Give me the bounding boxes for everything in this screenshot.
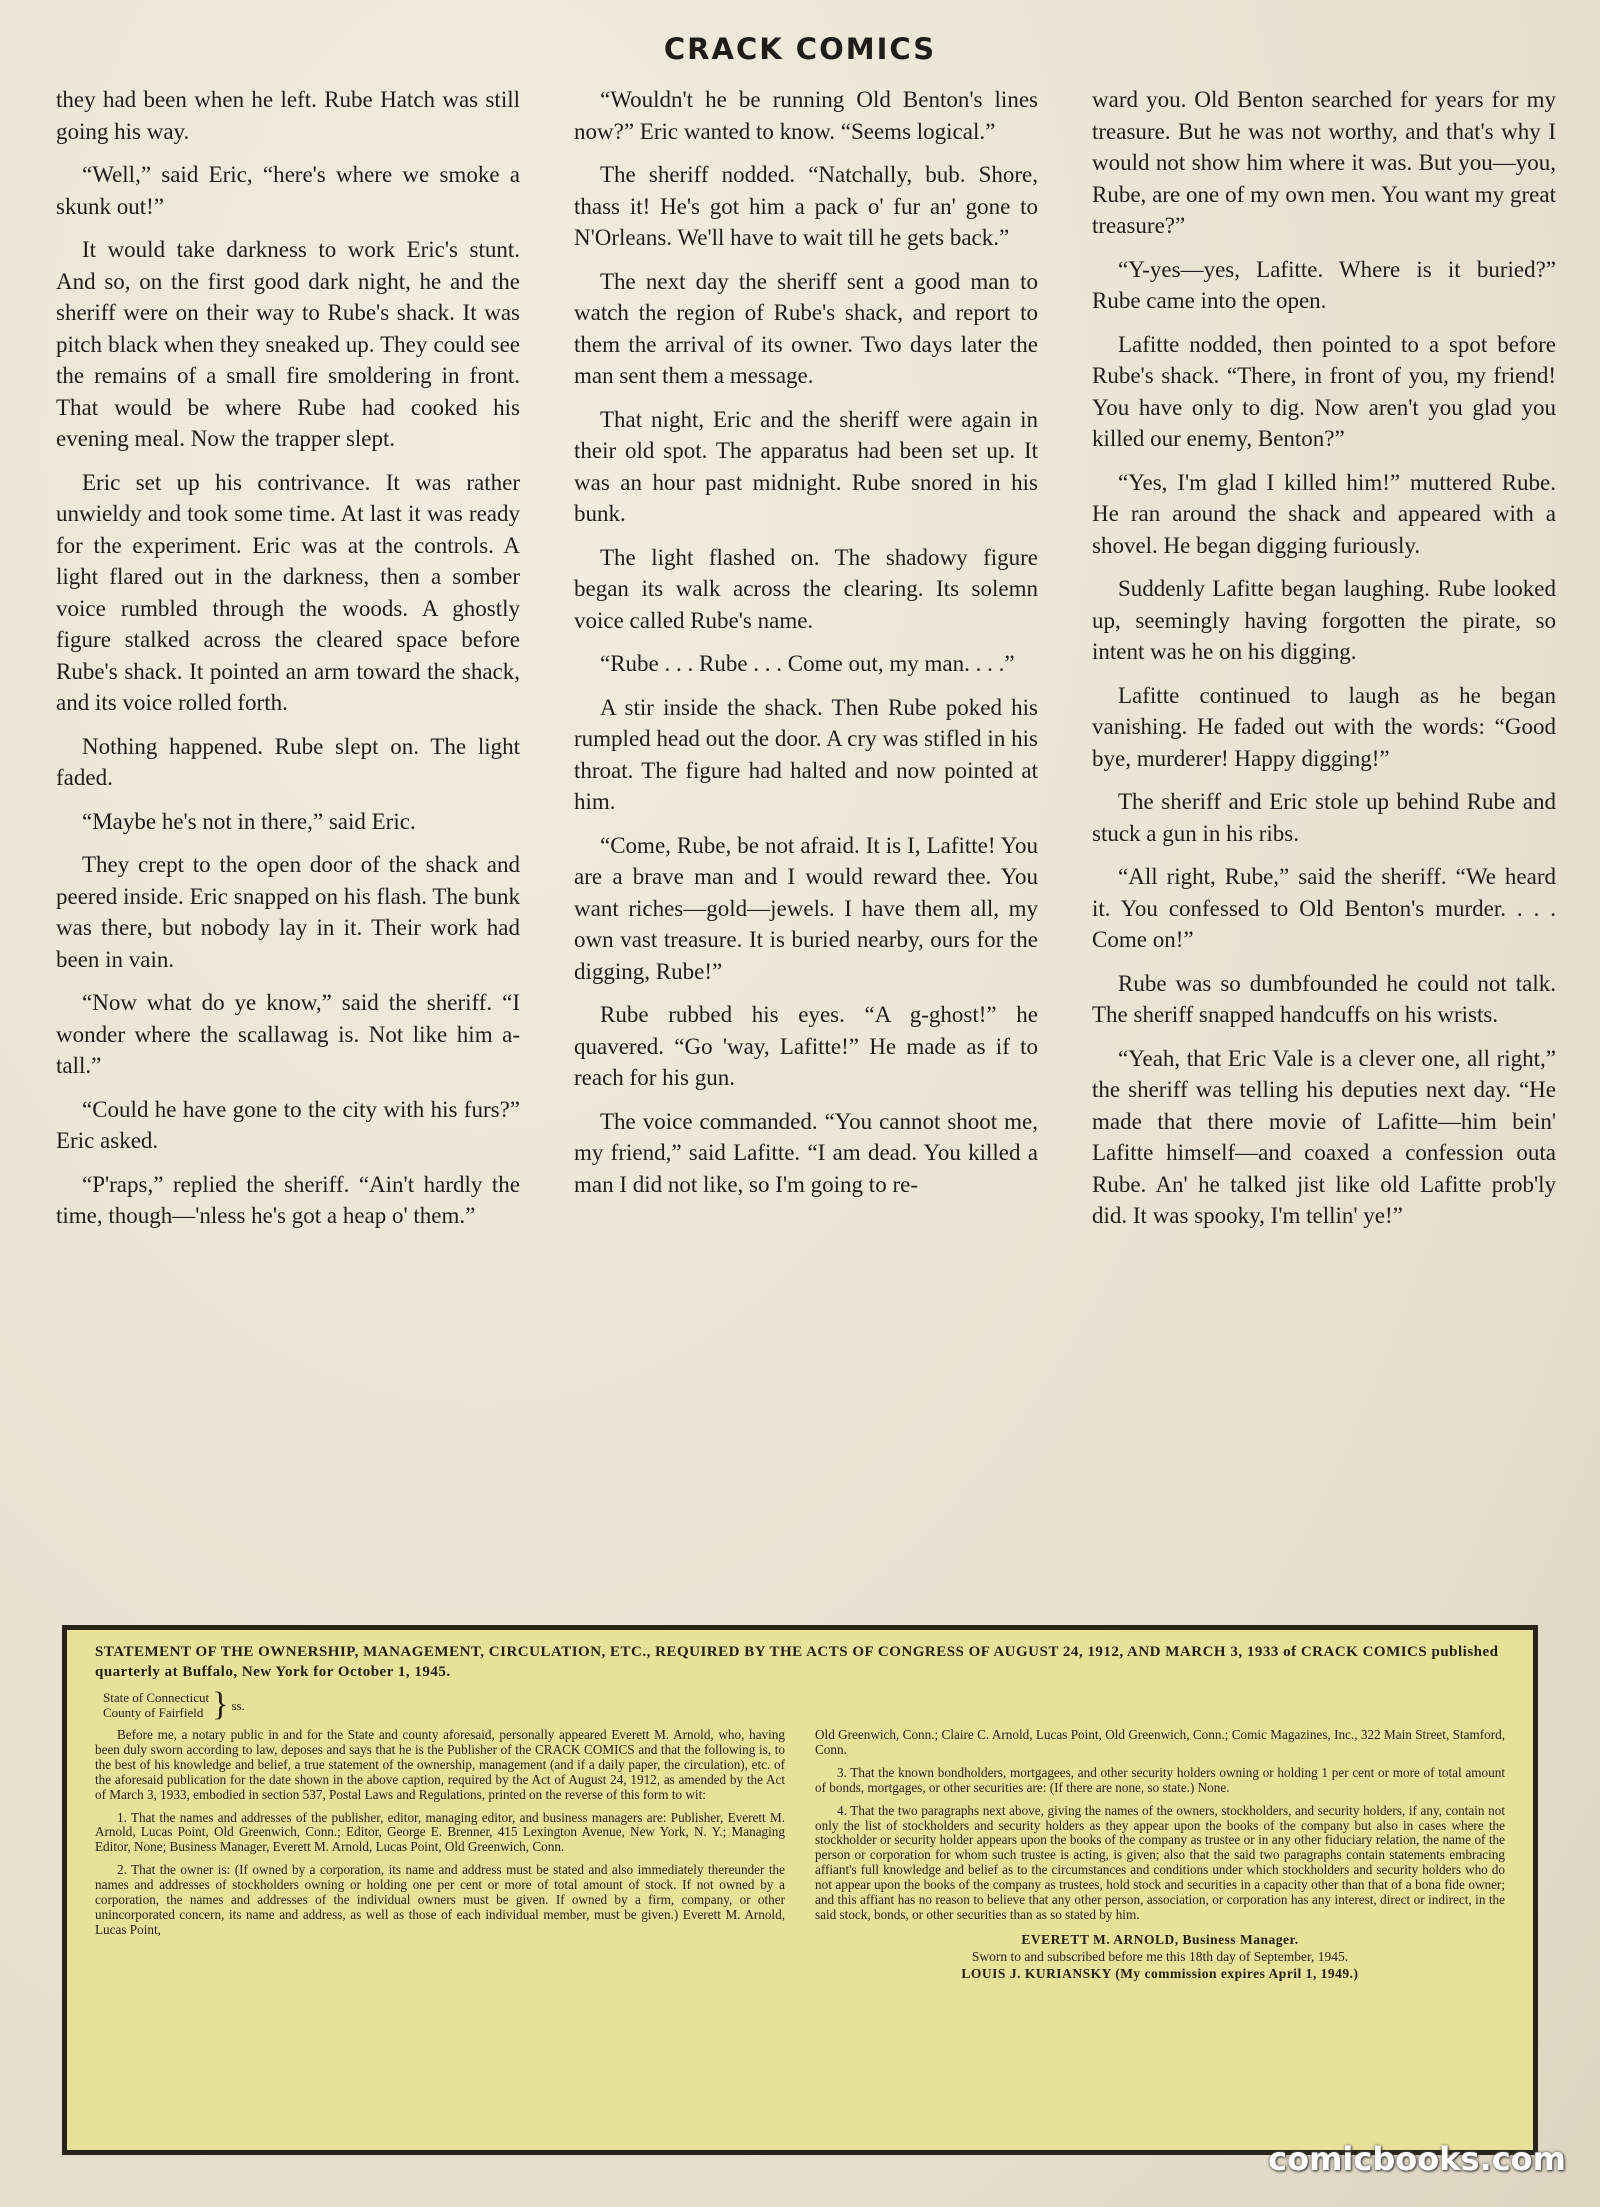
ownership-statement [62,1625,1538,2155]
story-paragraph: “Yes, I'm glad I killed him!” muttered Rube. He ran around the shack and appeared with a shovel. He began digging furiously. [1092,469,1556,558]
venue-lines [103,1690,209,1720]
story-paragraph: The light flashed on. The shadowy figure began its walk across the clearing. Its solemn voice called Rube's name. [574,544,1038,633]
story-paragraph: Lafitte nodded, then pointed to a spot before Rube's shack. “There, in front of you, my friend! You have only to dig. Now aren't you glad you killed our enemy, Benton?” [1092,331,1556,451]
statement-body [95,1728,1505,1982]
signature-line: EVERETT M. ARNOLD, Business Manager. [1021,1931,1299,1947]
statement-heading: STATEMENT OF THE OWNERSHIP, MANAGEMENT, CIRCULATION, ETC., REQUIRED BY THE ACTS OF CONGRESS OF AUGUST 24, 1912, AND MARCH 3, 1933 of CRACK COMICS published quarterly at Buffalo, New York for October 1, 1945. [95,1644,1499,1680]
page-header: CRACK COMICS [663,32,937,66]
story-column-2 [574,84,1038,1569]
story-paragraph: That night, Eric and the sheriff were again in their old spot. The apparatus had been set up. It was an hour past midnight. Rube snored in his bunk. [574,406,1038,526]
venue-county: County of Fairfield [103,1705,204,1720]
story-paragraph: The sheriff and Eric stole up behind Rube and stuck a gun in his ribs. [1092,789,1556,846]
notary-line: LOUIS J. KURIANSKY (My commission expires April 1, 1949.) [961,1965,1359,1981]
statement-column-right [815,1728,1505,1982]
story-paragraph: “Could he have gone to the city with his furs?” Eric asked. [56,1096,520,1153]
story-paragraph: “Come, Rube, be not afraid. It is I, Lafitte! You are a brave man and I would reward thee. You want riches—gold—jewels. I have them all, my own vast treasure. It is buried nearby, ours for the digging, Rube!” [574,832,1038,984]
statement-venue [103,1686,1505,1723]
brace-icon: } [212,1686,229,1723]
statement-right-paragraphs [815,1728,1505,1923]
story-paragraph: Suddenly Lafitte began laughing. Rube looked up, seemingly having forgotten the pirate, so intent was he on his digging. [1092,576,1556,664]
story-paragraph: “P'raps,” replied the sheriff. “Ain't hardly the time, though—'nless he's got a heap o' them.” [56,1171,520,1228]
story-paragraph: The next day the sheriff sent a good man to watch the region of Rube's shack, and report to them the arrival of its owner. Two days later the man sent them a message. [574,268,1038,388]
story-paragraph: “Yeah, that Eric Vale is a clever one, all right,” the sheriff was telling his deputies next day. “He made that there movie of Lafitte—him bein' Lafitte himself—and coaxed a confession outa Rube. An' he talked jist like old Lafitte prob'ly did. It was spooky, I'm tellin' ye!” [1092,1045,1556,1228]
story-paragraph: Eric set up his contrivance. It was rather unwieldy and took some time. At last it was ready for the experiment. Eric was at the controls. A light flared out in the darkness, then a somber voice rumbled through the woods. A ghostly figure stalked across the cleared space before Rube's shack. It pointed an arm toward the shack, and its voice rolled forth. [56,469,520,715]
story-column-1 [56,84,520,1569]
story-paragraph: Rube rubbed his eyes. “A g-ghost!” he quavered. “Go 'way, Lafitte!” He made as if to reach for his gun. [574,1002,1038,1090]
story-paragraph: Nothing happened. Rube slept on. The light faded. [56,733,520,790]
story-paragraph: “Well,” said Eric, “here's where we smoke a skunk out!” [56,162,520,219]
venue-state: State of Connecticut [103,1690,210,1705]
story-paragraph: A stir inside the shack. Then Rube poked his rumpled head out the door. A cry was stifled in his throat. The figure had halted and now pointed at him. [574,694,1038,814]
venue-ss: ss. [231,1697,245,1713]
statement-paragraph: 4. That the two paragraphs next above, giving the names of the owners, stockholders, and security holders, if any, contain not only the list of stockholders and security holders as they appear upon the books of the company but also in cases where the stockholder or security holder appears upon the books of the company as trustee or in any other fiduciary relation, the name of the person or corporation for whom such trustee is acting, is given; also that the said two paragraphs contain statements embracing affiant's full knowledge and belief as to the circumstances and conditions under which stockholders and security holders who do not appear upon the books of the company as trustees, hold stock and securities in a capacity other than that of a bona fide owner; and this affiant has no reason to believe that any other person, association, or corporation has any interest, direct or indirect, in the said stock, bonds, or other securities than as so stated by him. [815,1802,1505,1922]
story-paragraph: “Y-yes—yes, Lafitte. Where is it buried?” Rube came into the open. [1092,256,1556,313]
statement-paragraph: 1. That the names and addresses of the publisher, editor, managing editor, and business managers are: Publisher, Everett M. Arnold, Lucas Point, Old Greenwich, Conn.; Editor, George E. Brenner, 415 Lexington Avenue, New York, N. Y.; Managing Editor, None; Business Manager, Everett M. Arnold, Lucas Point, Old Greenwich, Conn. [95,1809,785,1855]
statement-column-left [95,1728,785,1982]
story-paragraph: “Rube . . . Rube . . . Come out, my man. . . .” [600,651,1015,676]
story-paragraph: “All right, Rube,” said the sheriff. “We heard it. You confessed to Old Benton's murder. . . . Come on!” [1092,864,1556,952]
story-column-3 [1092,84,1556,1569]
story-paragraph: “Now what do ye know,” said the sheriff. “I wonder where the scallawag is. Not like him a-tall.” [56,990,520,1078]
story-paragraph: Lafitte continued to laugh as he began vanishing. He faded out with the words: “Good bye, murderer! Happy digging!” [1092,682,1556,771]
site-watermark: comicbooks.com [1268,2140,1566,2178]
story-paragraph: Rube was so dumbfounded he could not talk. The sheriff snapped handcuffs on his wrists. [1092,970,1556,1027]
story-paragraph: “Maybe he's not in there,” said Eric. [82,808,416,834]
statement-paragraph: 3. That the known bondholders, mortgagees, and other security holders owning or holding 1 per cent or more of total amount of bonds, mortgages, or other securities are: (If there are none, so state.) None. [815,1764,1505,1795]
story-columns [56,84,1556,1569]
statement-paragraph: 2. That the owner is: (If owned by a corporation, its name and address must be stated and also immediately thereunder the names and addresses of stockholders owning or holding one per cent or more of total amount of stock. If not owned by a corporation, the names and addresses of the individual owners must be given. If owned by a firm, company, or other unincorporated concern, its name and address, as well as those of each individual member, must be given.) Everett M. Arnold, Lucas Point, [95,1862,785,1937]
story-paragraph: The voice commanded. “You cannot shoot me, my friend,” said Lafitte. “I am dead. You killed a man I did not like, so I'm going to re- [574,1108,1038,1197]
story-paragraph: they had been when he left. Rube Hatch was still going his way. [56,87,520,144]
statement-paragraph: Before me, a notary public in and for the State and county aforesaid, personally appeared Everett M. Arnold, who, having been duly sworn according to law, deposes and says that he is the Publisher of the CRACK COMICS and that the following is, to the best of his knowledge and belief, a true statement of the ownership, management (and if a daily paper, the circulation), etc. of the aforesaid publication for the date shown in the above caption, required by the Act of August 24, 1912, as amended by the Act of March 3, 1933, embodied in section 537, Postal Laws and Regulations, printed on the reverse of this form to wit: [95,1727,785,1802]
story-paragraph: It would take darkness to work Eric's stunt. And so, on the first good dark night, he and the sheriff were on their way to Rube's shack. It was pitch black when they sneaked up. They could see the remains of a small fire smoldering in front. That would be where Rube had cooked his evening meal. Now the trapper slept. [56,237,520,451]
story-paragraph: They crept to the open door of the shack and peered inside. Eric snapped on his flash. The bunk was there, but nobody lay in it. Their work had been in vain. [56,852,520,972]
story-paragraph: ward you. Old Benton searched for years for my treasure. But he was not worthy, and that's why I would not show him where it was. But you—you, Rube, are one of my own men. You want my great treasure?” [1092,87,1556,238]
sworn-line: Sworn to and subscribed before me this 18th day of September, 1945. [971,1948,1349,1964]
story-paragraph: The sheriff nodded. “Natchally, bub. Shore, thass it! He's got him a pack o' fur an' gone to N'Orleans. We'll have to wait till he gets back.” [574,162,1038,250]
story-paragraph: “Wouldn't he be running Old Benton's lines now?” Eric wanted to know. “Seems logical.” [574,87,1038,144]
statement-paragraph: Old Greenwich, Conn.; Claire C. Arnold, Lucas Point, Old Greenwich, Conn.; Comic Magazines, Inc., 322 Main Street, Stamford, Conn. [815,1727,1505,1757]
